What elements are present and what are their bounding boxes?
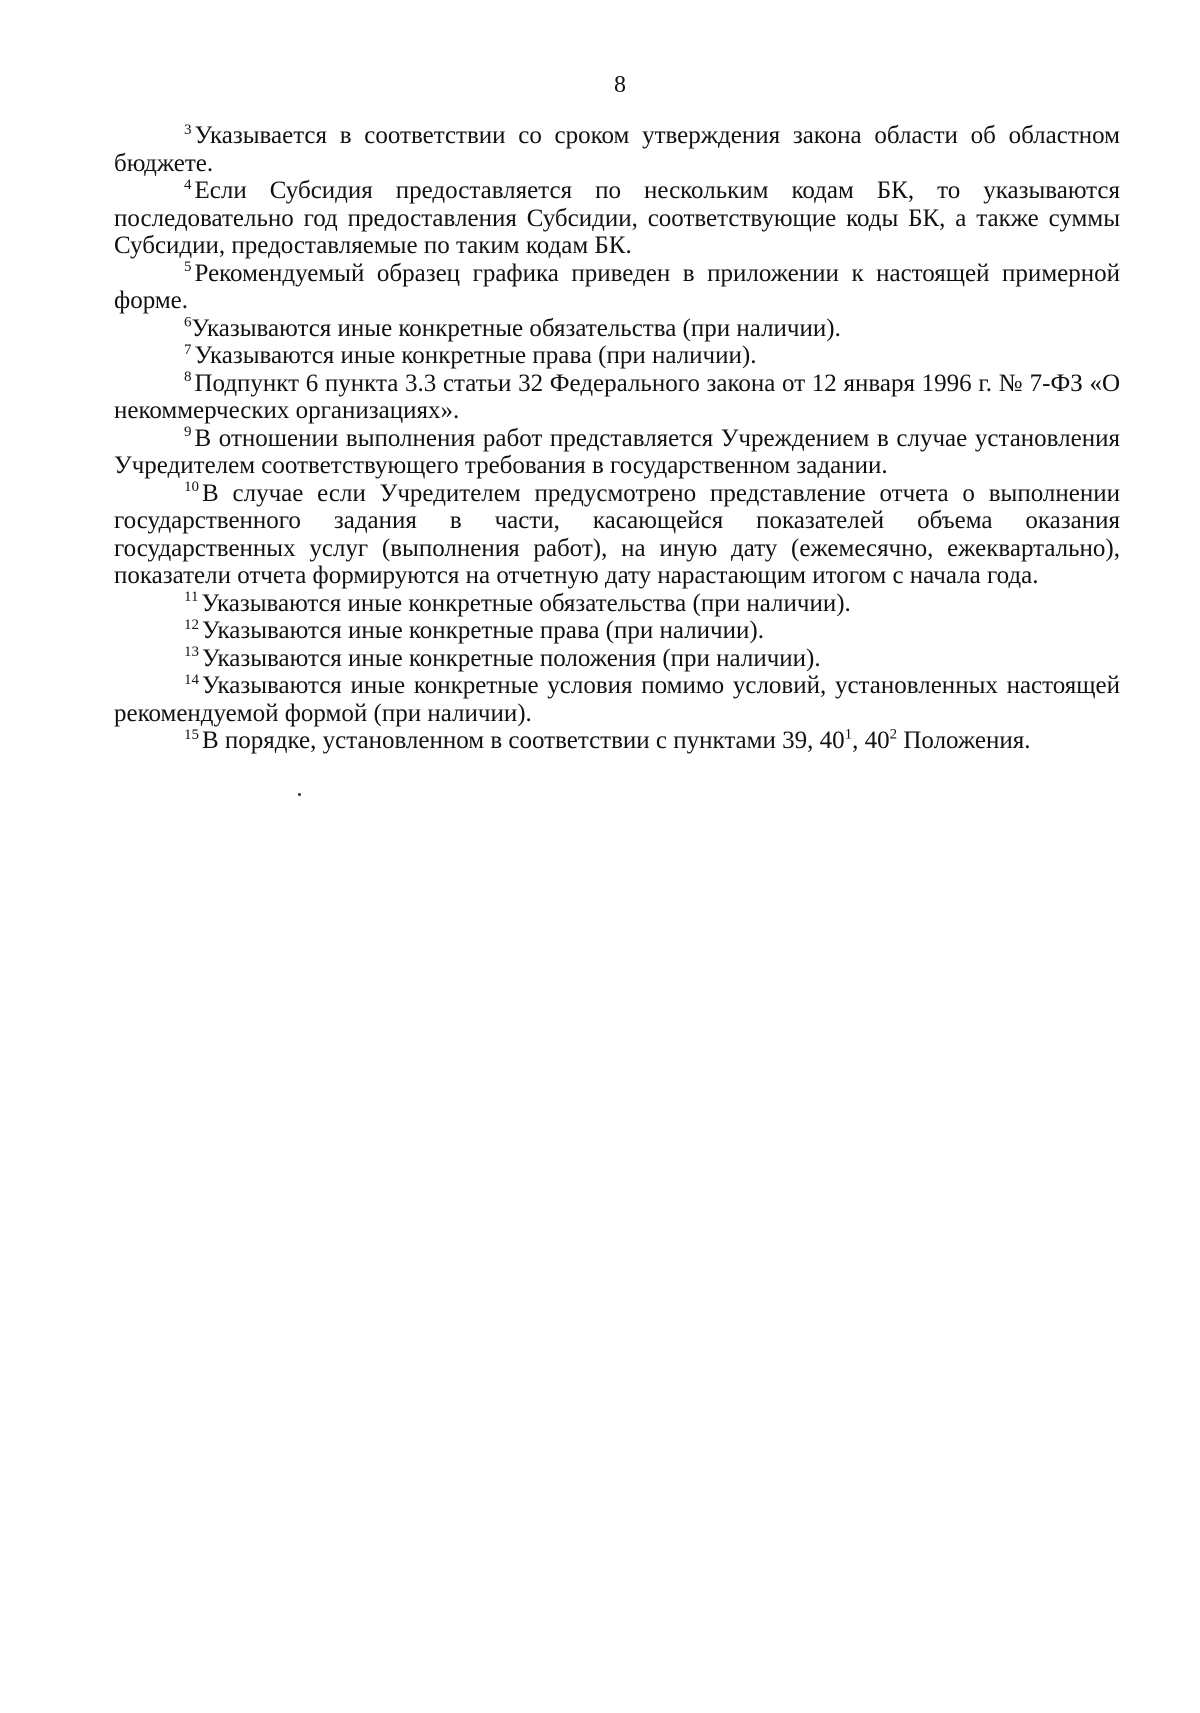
- footnote-text: Если Субсидия предоставляется по нескольким кодам БК, то указываются последовательно год предоставления Субсидии, соответствующие коды БК, а также суммы Субсидии, предоставляемые по таким кодам БК.: [114, 177, 1120, 259]
- footnote-number: 8: [184, 369, 192, 386]
- footnote-number: 5: [184, 259, 192, 276]
- footnote-text: Указываются иные конкретные обязательства (при наличии).: [191, 314, 841, 342]
- footnote-text: В отношении выполнения работ представляется Учреждением в случае установления Учредителем соответствующего требования в государственном задании.: [114, 424, 1120, 479]
- footnote-9: [114, 425, 1120, 480]
- footnote-text: , 40: [852, 727, 890, 754]
- footnote-text: Указываются иные конкретные условия помимо условий, установленных настоящей рекомендуемой формой (при наличии).: [114, 672, 1120, 727]
- footnote-text: Указываются иные конкретные права (при наличии).: [194, 342, 757, 369]
- footnote-number: 12: [184, 616, 199, 633]
- footnote-15: [114, 727, 1120, 755]
- footnote-text: В порядке, установленном в соответствии с пунктами 39, 40: [202, 727, 845, 754]
- superscript: 2: [889, 726, 898, 743]
- footnote-3: [114, 122, 1120, 177]
- footnote-6: [114, 315, 1120, 343]
- footnote-13: [114, 645, 1120, 673]
- footnote-number: 6: [184, 314, 192, 331]
- footnote-number: 13: [184, 644, 199, 661]
- footnote-number: 14: [184, 671, 199, 688]
- superscript: 1: [844, 726, 853, 743]
- footnotes-list: [114, 122, 1120, 755]
- footnote-4: [114, 177, 1120, 260]
- footnote-number: 11: [184, 589, 199, 606]
- scan-artifact-dot: [298, 793, 301, 796]
- footnote-8: [114, 370, 1120, 425]
- footnote-text: Указываются иные конкретные положения (при наличии).: [202, 644, 821, 672]
- footnote-number: 10: [184, 479, 199, 496]
- footnote-number: 15: [184, 726, 199, 743]
- footnote-10: [114, 480, 1120, 590]
- footnote-number: 9: [184, 424, 192, 441]
- footnote-11: [114, 590, 1120, 618]
- page-number: 8: [614, 72, 626, 98]
- footnote-number: 7: [184, 341, 192, 358]
- footnote-text: Подпункт 6 пункта 3.3 статьи 32 Федерального закона от 12 января 1996 г. № 7-ФЗ «О некоммерческих организациях».: [114, 369, 1120, 424]
- footnote-text: Рекомендуемый образец графика приведен в приложении к настоящей примерной форме.: [114, 259, 1120, 314]
- footnote-14: [114, 672, 1120, 727]
- footnote-5: [114, 260, 1120, 315]
- footnote-text: Указываются иные конкретные права (при наличии).: [202, 617, 764, 644]
- footnote-number: 3: [184, 121, 192, 138]
- footnote-number: 4: [184, 176, 192, 193]
- footnote-12: [114, 617, 1120, 645]
- footnote-text: Указывается в соответствии со сроком утверждения закона области об областном бюджете.: [114, 122, 1120, 177]
- footnote-7: [114, 342, 1120, 370]
- footnote-text: Указываются иные конкретные обязательства (при наличии).: [201, 589, 851, 617]
- footnote-text: Положения.: [897, 727, 1031, 754]
- footnote-text: В случае если Учредителем предусмотрено представление отчета о выполнении государственного задания в части, касающейся показателей объема оказания государственных услуг (выполнения работ), на иную дату (ежемесячно, ежеквартально), показатели отчета формируются на отчетную дату нарастающим итогом с начала года.: [114, 479, 1120, 589]
